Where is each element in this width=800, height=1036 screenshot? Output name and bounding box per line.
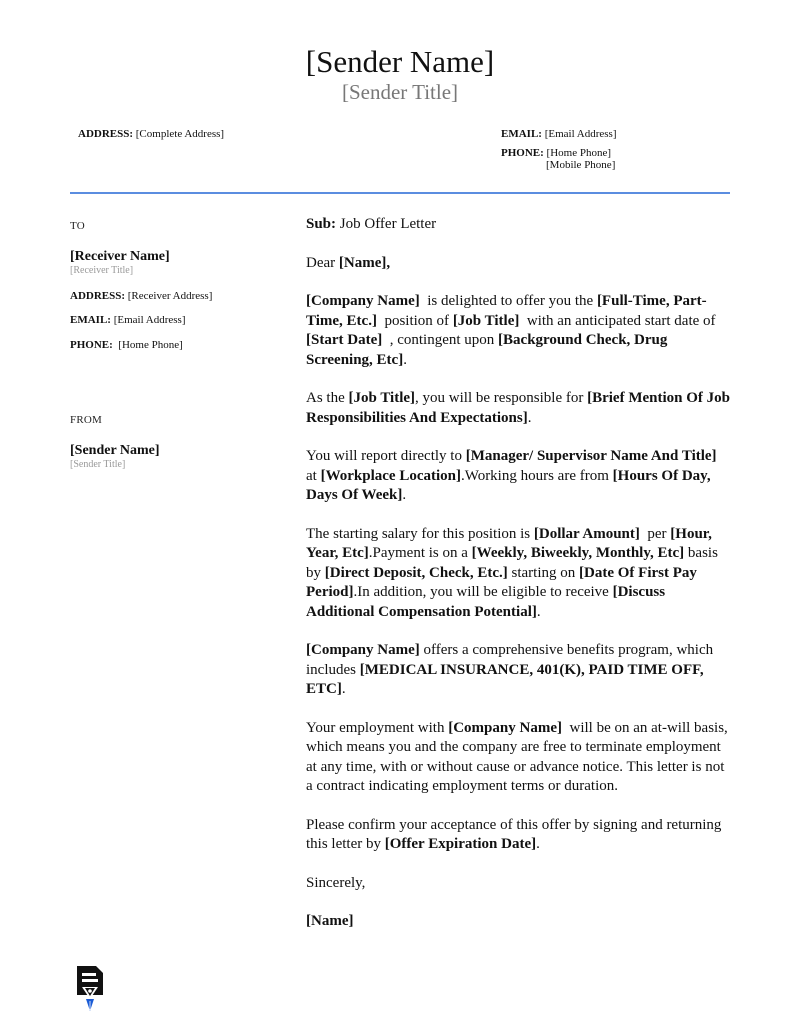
from-sender-name: [Sender Name]	[70, 443, 160, 458]
receiver-address	[70, 290, 212, 303]
paragraph-reporting: You will report directly to [Manager/ Supervisor Name And Title] at [Workplace Location].Working hours are from [Hours Of Day, Days Of Week].	[306, 448, 717, 503]
paragraph-benefits: [Company Name] offers a comprehensive benefits program, which includes [MEDICAL INSURANCE, 401(K), PAID TIME OFF, ETC].	[306, 642, 714, 697]
receiver-name: [Receiver Name]	[70, 249, 170, 264]
paragraph-salary: The starting salary for this position is [Dollar Amount] per [Hour, Year, Etc].Payment is on a [Weekly, Biweekly, Monthly, Etc] basis by [Direct Deposit, Check, Etc.] starting on [Date Of First Pay Period].In addition, you will be eligible to receive [Discuss Additional Compensation Potential].	[306, 525, 718, 620]
receiver-phone-value: [Home Phone]	[118, 339, 183, 351]
address-label: ADDRESS:	[78, 128, 134, 140]
receiver-email-label: EMAIL:	[70, 314, 111, 326]
paragraph-responsibilities: As the [Job Title], you will be responsible for [Brief Mention Of Job Responsibilities And Expectations].	[306, 390, 731, 426]
subject-text: Job Offer Letter	[339, 216, 437, 232]
subject-label: Sub:	[306, 216, 337, 232]
address-value: [Complete Address]	[135, 128, 225, 140]
receiver-email-value: [Email Address]	[113, 314, 186, 326]
receiver-phone-label: PHONE:	[70, 339, 113, 351]
signature-name: [Name]	[306, 913, 354, 929]
sender-name: [Sender Name]	[305, 44, 495, 79]
receiver-address-label: ADDRESS:	[70, 290, 126, 302]
paragraph-confirm: Please confirm your acceptance of this offer by signing and returning this letter by [Offer Expiration Date].	[306, 816, 722, 852]
home-phone: [Home Phone]	[546, 147, 611, 159]
receiver-address-value: [Receiver Address]	[127, 290, 213, 302]
sender-title: [Sender Title]	[341, 80, 459, 104]
header-divider	[70, 192, 730, 194]
closing: Sincerely,	[306, 874, 366, 891]
pen-nib-document-icon	[74, 965, 106, 1013]
salutation: Dear [Name],	[306, 254, 391, 271]
letter-body	[306, 215, 731, 951]
email-label: EMAIL:	[501, 128, 542, 140]
receiver-email	[70, 314, 186, 327]
subject-line	[306, 215, 731, 235]
mobile-phone: [Mobile Phone]	[546, 159, 616, 171]
receiver-phone	[70, 339, 183, 352]
paragraph-at-will: Your employment with [Company Name] will be on an at-will basis, which means you and the company are free to terminate employment at any time, with or without cause or advance notice. This letter is not a contract indicating employment terms or duration.	[306, 719, 728, 794]
from-label: FROM	[70, 414, 102, 426]
email-value: [Email Address]	[544, 128, 617, 140]
receiver-title: [Receiver Title]	[70, 265, 134, 276]
salutation-name: [Name],	[338, 254, 391, 271]
sender-email	[501, 128, 617, 141]
phone-label: PHONE:	[501, 147, 544, 159]
to-label: TO	[70, 220, 85, 232]
sender-address	[78, 128, 224, 141]
paragraph-offer: [Company Name] is delighted to offer you the [Full-Time, Part-Time, Etc.] position of [Job Title] with an anticipated start date of [Start Date] , contingent upon [Background Check, Drug Screening, Etc].	[306, 293, 716, 368]
from-sender-title: [Sender Title]	[70, 459, 126, 470]
